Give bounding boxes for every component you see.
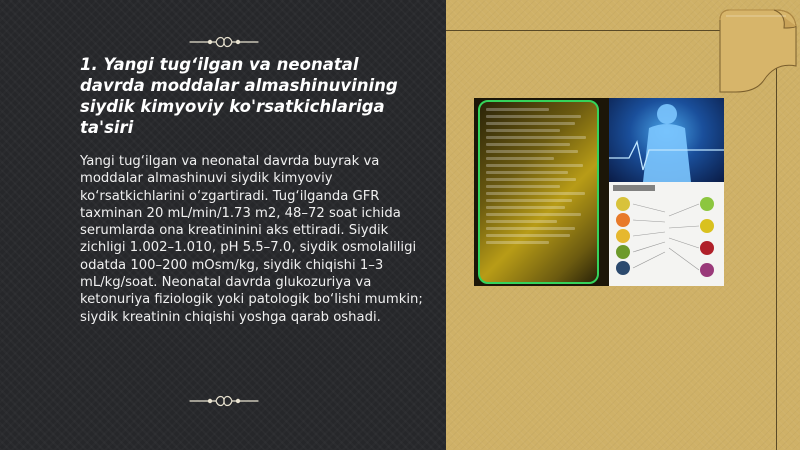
human-body-image	[609, 98, 724, 182]
slide-body-text: Yangi tug‘ilgan va neonatal davrda buyrak va moddalar almashinuvi siydik kimyoviy ko‘rsatkichlarini o‘zgartiradi. Tug‘ilganda GFR taxminan 20 mL/min/1.73 m2, 48–72 soat ichida serumlarda ona kreatininini aks ettiradi. Siydik zichligi 1.002–1.010, pH 5.5–7.0, siydik osmolaliligi odatda 100–200 mOsm/kg, siydik chiqishi 1–3 mL/kg/soat. Neonatal davrda glukozuriya va ketonuriya fiziologik yoki patologik bo‘lishi mumkin; siydik kreatinin chiqishi yoshga qarab oshadi.	[80, 154, 423, 325]
top-rule	[446, 30, 736, 31]
urine-color-swatch	[700, 219, 714, 233]
document-image-panel	[478, 100, 599, 284]
urine-color-swatch	[616, 245, 630, 259]
slide-title: 1. Yangi tug‘ilgan va neonatal davrda moddalar almashinuvining siydik kimyoviy ko'rsatkichlariga ta'siri	[80, 55, 398, 137]
urine-color-swatch	[616, 213, 630, 227]
urine-color-swatch	[616, 261, 630, 275]
flourish-ornament-top	[188, 33, 260, 51]
urine-color-swatch	[616, 197, 630, 211]
medical-collage-image	[474, 98, 724, 286]
flourish-ornament-bottom	[188, 392, 260, 410]
urine-color-swatch	[700, 241, 714, 255]
urine-color-swatch	[700, 197, 714, 211]
urine-color-swatch	[616, 229, 630, 243]
urine-color-swatch	[700, 263, 714, 277]
urine-color-chart	[609, 182, 724, 286]
page-curl-icon	[716, 6, 800, 96]
